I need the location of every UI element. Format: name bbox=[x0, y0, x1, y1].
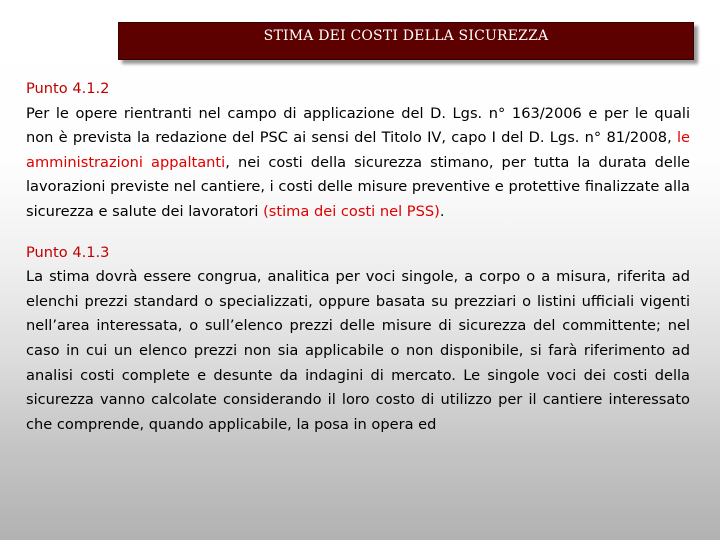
paragraph-text: Per le opere rientranti nel campo di applicazione del D. Lgs. n° 163/2006 e per le quali non è prevista la redazione del PSC ai sensi del Titolo IV, capo I del D. Lgs. n° 81/2008, bbox=[26, 104, 690, 147]
paragraph-text: La stima dovrà essere congrua, analitica per voci singole, a corpo o a misura, riferita ad elenchi prezzi standard o specializzati, oppure basata su prezziari o listini ufficiali vigenti nell’area interessata, o sull’elenco prezzi delle misure di sicurezza del committente; nel caso in cui un elenco prezzi non sia applicabile o non disponibile, si farà riferimento ad analisi costi complete e desunte da indagini di mercato. Le singole voci dei costi della sicurezza vanno calcolate considerando il loro costo di utilizzo per il cantiere interessato che comprende, quando applicabile, la posa in opera ed bbox=[26, 268, 690, 433]
highlighted-text: le amministrazioni appaltanti bbox=[26, 129, 690, 171]
section-4-1-2 bbox=[26, 77, 690, 225]
page-title: STIMA DEI COSTI DELLA SICUREZZA bbox=[263, 28, 549, 44]
highlighted-text: (stima dei costi nel PSS) bbox=[263, 202, 440, 220]
title-bar bbox=[118, 22, 694, 60]
section-heading: Punto 4.1.3 bbox=[26, 243, 110, 261]
paragraph-text: , nei costi della sicurezza stimano, per tutta la durata delle lavorazioni previste nel cantiere, i costi delle misure preventive e protettive finalizzate alla sicurezza e salute dei lavoratori bbox=[26, 153, 691, 220]
content-area bbox=[26, 77, 690, 437]
paragraph-text: . bbox=[439, 202, 445, 220]
section-4-1-3 bbox=[26, 241, 690, 438]
section-heading: Punto 4.1.2 bbox=[26, 80, 110, 97]
